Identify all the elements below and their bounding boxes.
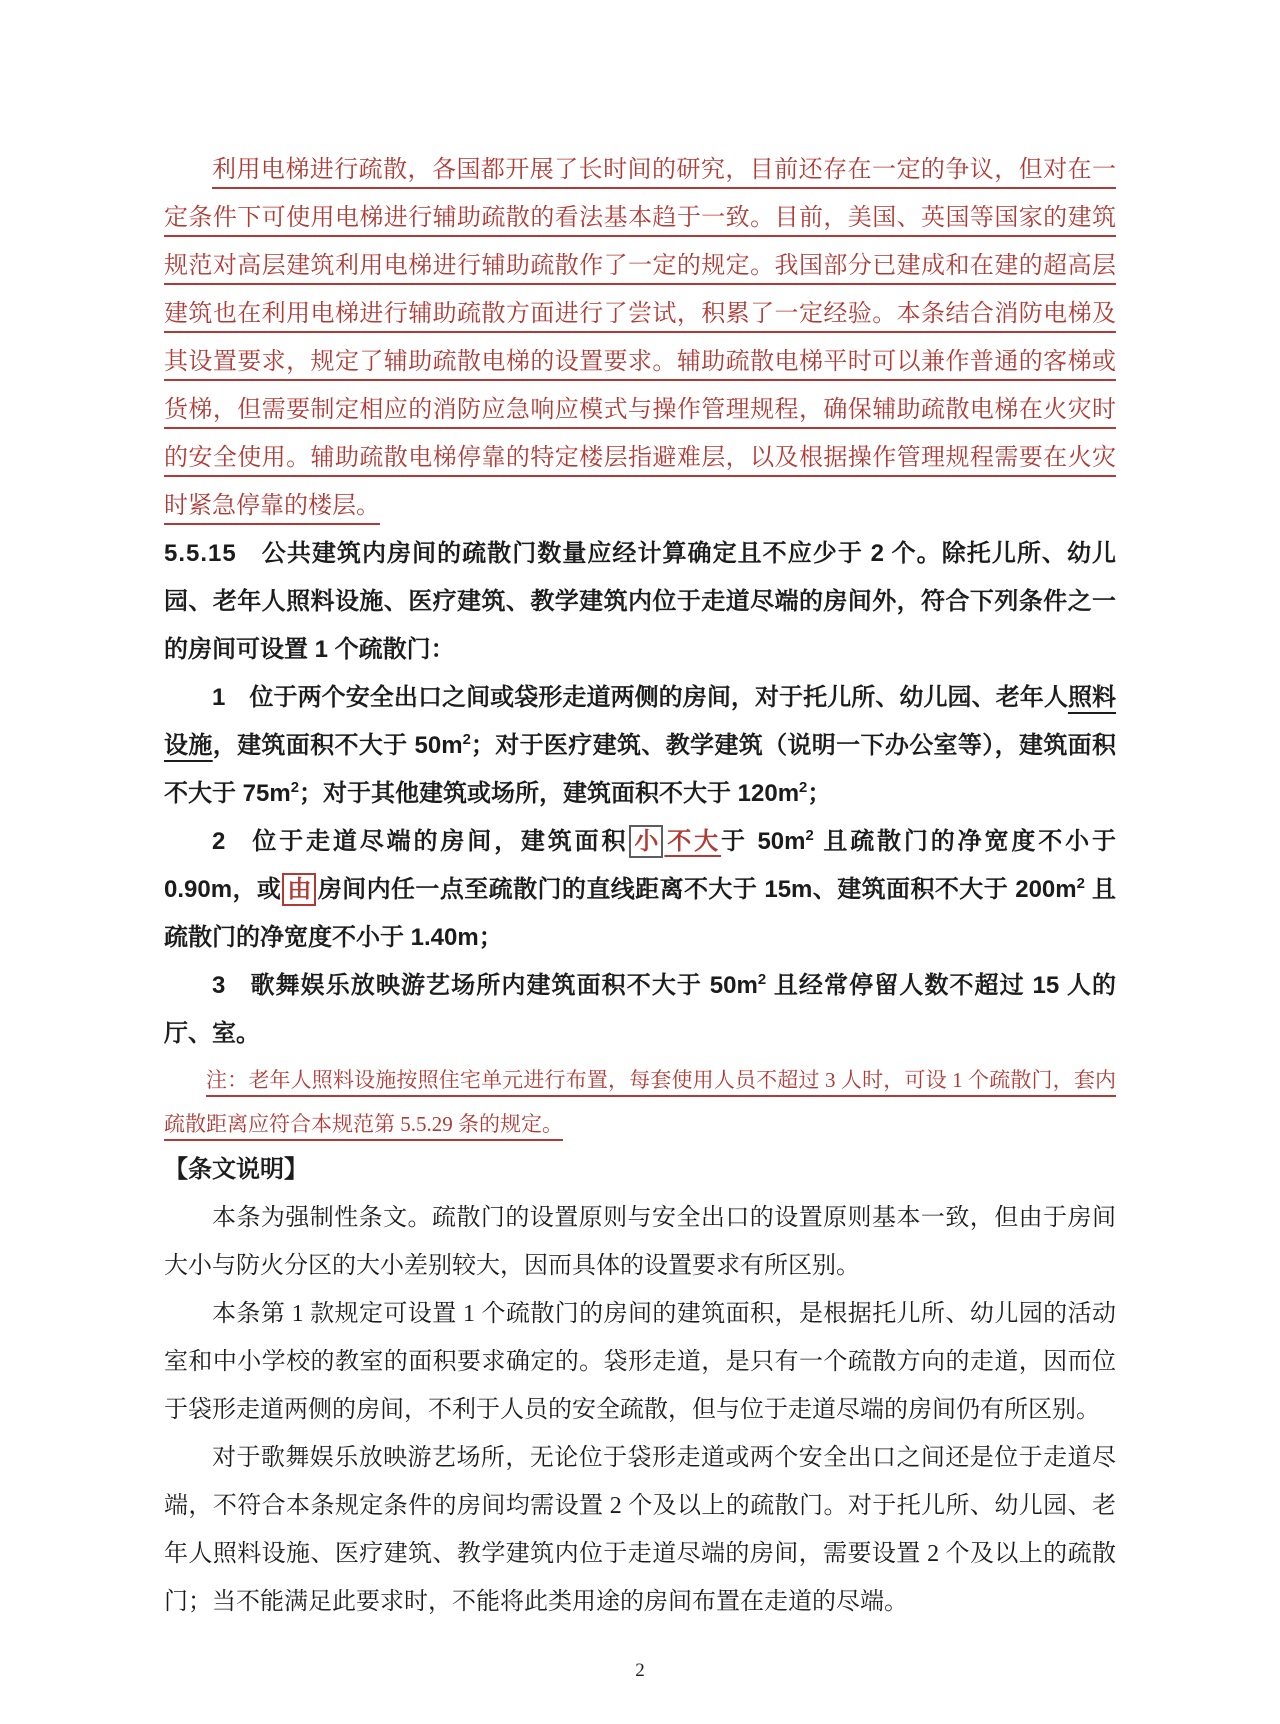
item-2-text: 位于走道尽端的房间，建筑面积 小 不大于 $50m^2$ 且疏散门的净宽度不小于 0.90m，或 由 房间内任一点至疏散门的直线距离不大于 15m、建筑面积不大于 $200m^2$ 且疏散门的净宽度不小于 1.40m；: [164, 828, 1116, 951]
item-1-number: 1: [212, 684, 226, 711]
explanation-paragraph-3: 对于歌舞娱乐放映游艺场所，无论位于袋形走道或两个安全出口之间还是位于走道尽端，不符合本条规定条件的房间均需设置 2 个及以上的疏散门。对于托儿所、幼儿园、老年人照料设施、医疗建筑、教学建筑内位于走道尽端的房间，需要设置 2 个及以上的疏散门；当不能满足此要求时，不能将此类用途的房间布置在走道的尽端。: [164, 1445, 1116, 1615]
clause-item-1: [164, 674, 1116, 818]
clause-body-text: 公共建筑内房间的疏散门数量应经计算确定且不应少于 2 个。除托儿所、幼儿园、老年人照料设施、医疗建筑、教学建筑内位于走道尽端的房间外，符合下列条件之一的房间可设置 1 个疏散门：: [164, 540, 1116, 663]
page-number: 2: [635, 1660, 645, 1681]
explanation-paragraph-2: 本条第 1 款规定可设置 1 个疏散门的房间的建筑面积，是根据托儿所、幼儿园的活动室和中小学校的教室的面积要求确定的。袋形走道，是只有一个疏散方向的走道，因而位于袋形走道两侧的房间，不利于人员的安全疏散，但与位于走道尽端的房间仍有所区别。: [164, 1301, 1116, 1423]
clause-5-5-15: [164, 530, 1116, 674]
clause-item-2: [164, 818, 1116, 962]
explanation-section-header: 【条文说明】: [164, 1156, 308, 1183]
item-3-text: 歌舞娱乐放映游艺场所内建筑面积不大于 $50m^2$ 且经常停留人数不超过 15 人的厅、室。: [164, 972, 1117, 1047]
item-1-text: 位于两个安全出口之间或袋形走道两侧的房间，对于托儿所、幼儿园、老年人照料设施，建筑面积不大于 $50m^2$；对于医疗建筑、教学建筑（说明一下办公室等），建筑面积不大于 $75m^2$；对于其他建筑或场所，建筑面积不大于 $120m^2$；: [164, 684, 1117, 807]
commentary-elevator-evacuation-paragraph: 利用电梯进行疏散，各国都开展了长时间的研究，目前还存在一定的争议，但对在一定条件下可使用电梯进行辅助疏散的看法基本趋于一致。目前，美国、英国等国家的建筑规范对高层建筑利用电梯进行辅助疏散作了一定的规定。我国部分已建成和在建的超高层建筑也在利用电梯进行辅助疏散方面进行了尝试，积累了一定经验。本条结合消防电梯及其设置要求，规定了辅助疏散电梯的设置要求。辅助疏散电梯平时可以兼作普通的客梯或货梯，但需要制定相应的消防应急响应模式与操作管理规程，确保辅助疏散电梯在火灾时的安全使用。辅助疏散电梯停靠的特定楼层指避难层，以及根据操作管理规程需要在火灾时紧急停靠的楼层。: [164, 157, 1116, 519]
clause-number: 5.5.15: [164, 540, 237, 567]
explanation-paragraph-1: 本条为强制性条文。疏散门的设置原则与安全出口的设置原则基本一致，但由于房间大小与防火分区的大小差别较大，因而具体的设置要求有所区别。: [164, 1205, 1116, 1279]
clause-note-elderly-care: 注：老年人照料设施按照住宅单元进行布置，每套使用人员不超过 3 人时，可设 1 个疏散门，套内疏散距离应符合本规范第 5.5.29 条的规定。: [164, 1068, 1116, 1136]
item-3-number: 3: [212, 972, 226, 999]
item-2-number: 2: [212, 828, 226, 855]
clause-item-3: [164, 962, 1116, 1058]
